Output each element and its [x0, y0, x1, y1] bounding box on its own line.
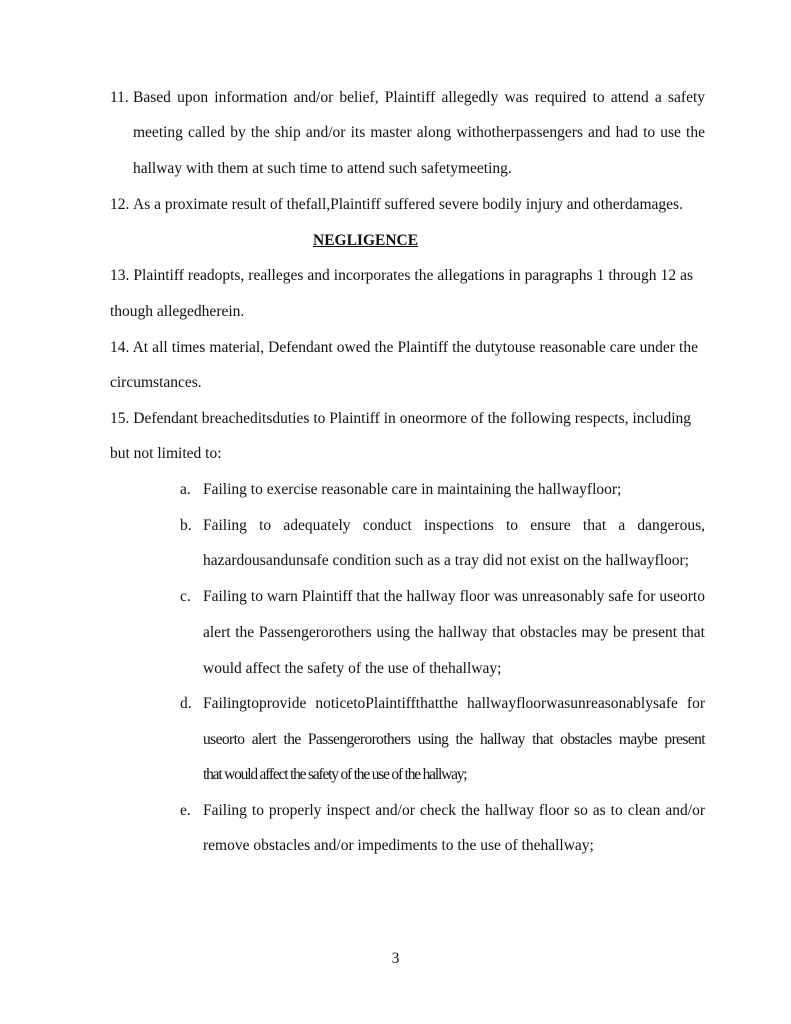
list-item-d-line-2: useorto alert the Passengerorothers using the hallway that obstacles maybe present [203, 731, 705, 748]
list-item-e-line-2: remove obstacles and/or impediments to the use of thehallway; [203, 837, 594, 854]
list-item-e-marker: e. [180, 802, 191, 819]
paragraph-11-number: 11. [110, 89, 129, 106]
list-item-a-line-1: Failing to exercise reasonable care in maintaining the hallwayfloor; [203, 481, 622, 498]
list-item-a-marker: a. [180, 481, 191, 498]
list-item-b-line-1: Failing to adequately conduct inspections to ensure that a dangerous, [203, 517, 705, 534]
list-item-d-marker: d. [180, 695, 192, 712]
paragraph-12-line-1: As a proximate result of thefall,Plaintiff suffered severe bodily injury and otherdamages. [133, 196, 683, 213]
paragraph-13-line-2: though allegedherein. [110, 303, 245, 320]
paragraph-11-line-2: meeting called by the ship and/or its master along withotherpassengers and had to use the [133, 124, 705, 141]
page-number: 3 [391, 950, 400, 967]
paragraph-13-line-1: 13. Plaintiff readopts, realleges and incorporates the allegations in paragraphs 1 through 12 as [110, 267, 693, 284]
paragraph-15-line-1: 15. Defendant breacheditsduties to Plaintiff in oneormore of the following respects, including [110, 410, 691, 427]
paragraph-11-line-3: hallway with them at such time to attend such safetymeeting. [133, 160, 512, 177]
list-item-c-marker: c. [180, 588, 191, 605]
paragraph-11-line-1: Based upon information and/or belief, Plaintiff allegedly was required to attend a safety [133, 89, 705, 106]
list-item-c-line-3: would affect the safety of the use of thehallway; [203, 660, 502, 677]
list-item-e-line-1: Failing to properly inspect and/or check the hallway floor so as to clean and/or [203, 802, 705, 819]
paragraph-15-line-2: but not limited to: [110, 445, 222, 462]
list-item-d-line-3: that would affect the safety of the use of the hallway; [203, 766, 467, 783]
list-item-d-line-1: Failingtoprovide noticetoPlaintiffthatthe hallwayfloorwasunreasonablysafe for [203, 695, 705, 712]
paragraph-14-line-1: 14. At all times material, Defendant owed the Plaintiff the dutytouse reasonable care under the [110, 339, 698, 356]
paragraph-12-number: 12. [110, 196, 130, 213]
paragraph-14-line-2: circumstances. [110, 374, 202, 391]
list-item-c-line-2: alert the Passengerorothers using the hallway that obstacles may be present that [203, 624, 705, 641]
list-item-b-marker: b. [180, 517, 192, 534]
list-item-c-line-1: Failing to warn Plaintiff that the hallway floor was unreasonably safe for useorto [203, 588, 705, 605]
section-heading: NEGLIGENCE [313, 232, 419, 249]
list-item-b-line-2: hazardousandunsafe condition such as a tray did not exist on the hallwayfloor; [203, 552, 689, 569]
